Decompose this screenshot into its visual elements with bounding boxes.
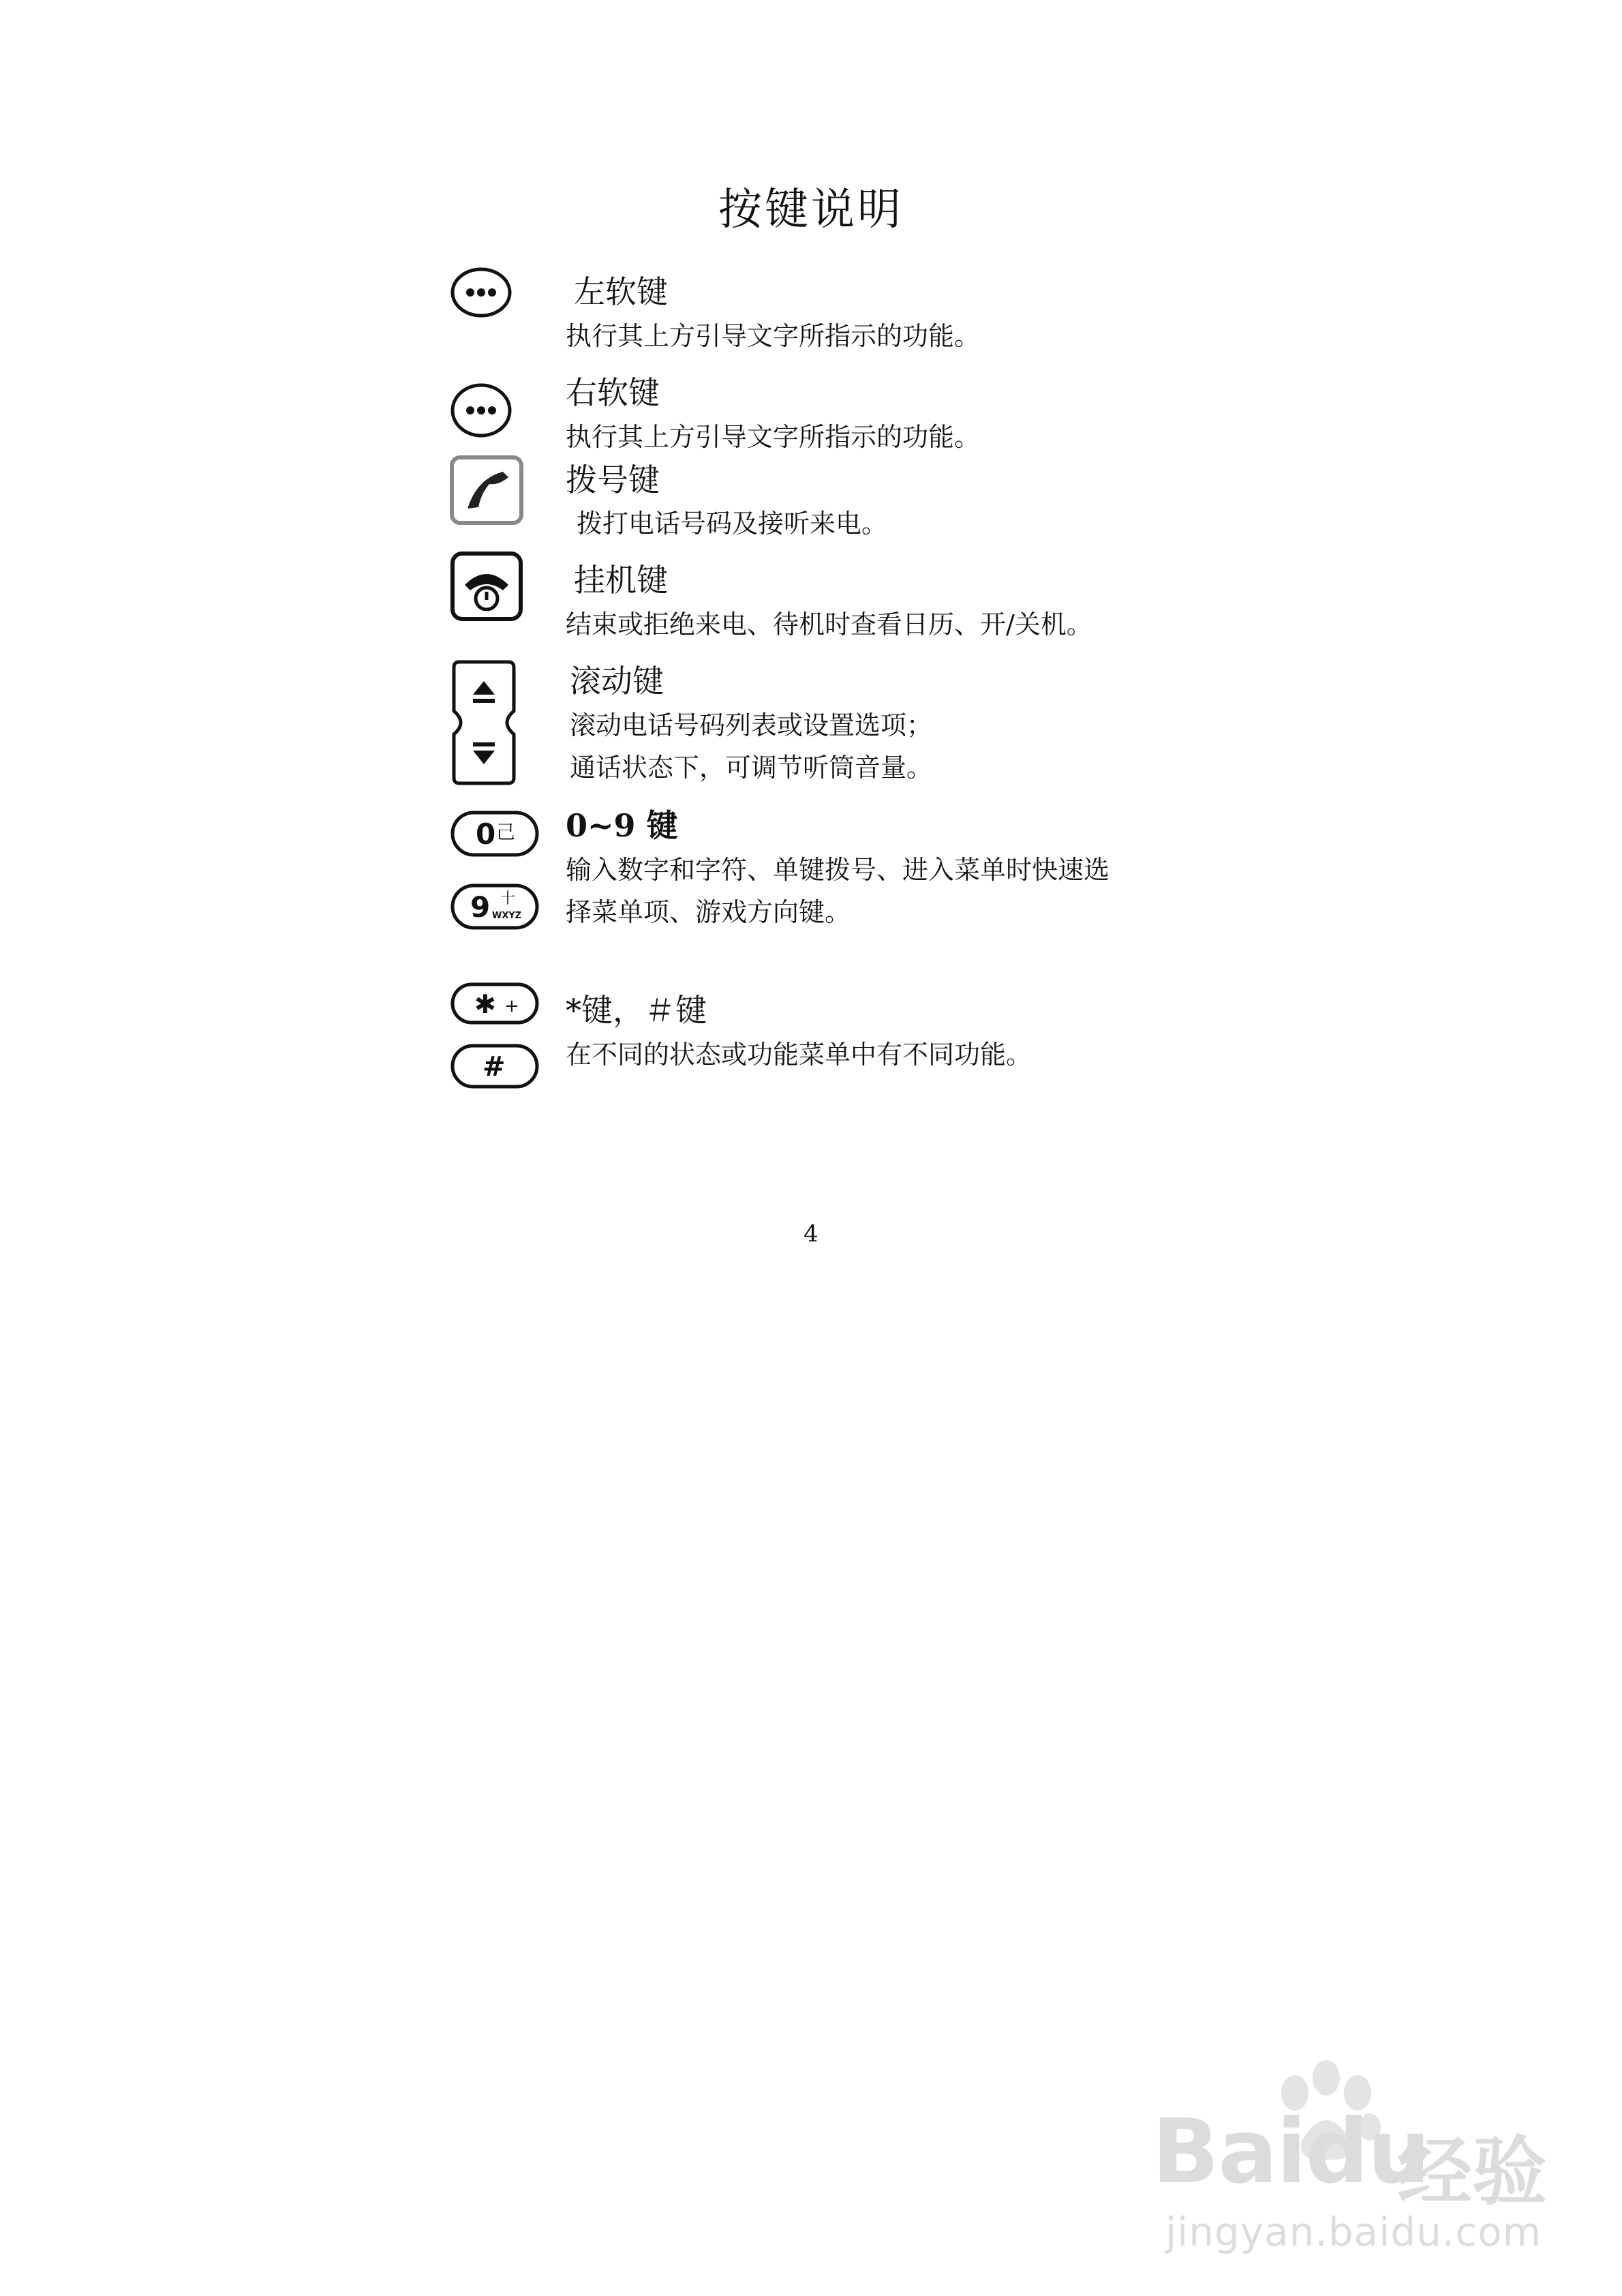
key-desc-right-soft: 执行其上方引导文字所指示的功能。 xyxy=(566,422,981,452)
zero-key-digit: 0 xyxy=(476,817,496,851)
key-desc-scroll-1: 滚动电话号码列表或设置选项； xyxy=(570,710,933,740)
scroll-key-icon xyxy=(450,658,518,787)
key-desc-digits-1: 输入数字和字符、单键拨号、进入菜单时快速选 xyxy=(566,855,1110,885)
key-name-dial: 拨号键 xyxy=(566,462,660,498)
page-title: 按键说明 xyxy=(718,185,904,235)
nine-key-sub-bottom: WXYZ xyxy=(492,911,522,921)
key-desc-digits-2: 择菜单项、游戏方向键。 xyxy=(566,897,851,927)
nine-key-sub-top: 十 xyxy=(500,890,516,907)
key-name-end: 挂机键 xyxy=(574,562,668,599)
nine-key-digit: 9 xyxy=(470,890,491,924)
dial-key-icon xyxy=(450,455,523,525)
hash-key-symbol: # xyxy=(483,1051,506,1083)
watermark-url: jingyan.baidu.com xyxy=(1165,2209,1542,2255)
key-desc-end: 结束或拒绝来电、待机时查看日历、开/关机。 xyxy=(566,609,1092,639)
key-desc-dial: 拨打电话号码及接听来电。 xyxy=(577,509,888,539)
key-name-right-soft: 右软键 xyxy=(566,374,660,411)
zero-key-sub: 己 xyxy=(496,821,516,843)
watermark-brand-cn: 经验 xyxy=(1397,2128,1547,2216)
page-number: 4 xyxy=(804,1220,818,1248)
key-desc-scroll-2: 通话状态下，可调节听筒音量。 xyxy=(570,753,933,783)
key-desc-star-hash: 在不同的状态或功能菜单中有不同功能。 xyxy=(566,1040,1032,1070)
star-key-icon xyxy=(450,982,540,1025)
key-name-digits: 0~9 键 xyxy=(566,807,678,844)
left-soft-key-icon xyxy=(450,266,512,319)
watermark-brand: Baidu xyxy=(1152,2100,1429,2203)
right-soft-key-icon xyxy=(450,382,512,439)
zero-key-icon xyxy=(450,810,540,858)
hash-key-icon xyxy=(450,1043,540,1089)
key-name-left-soft: 左软键 xyxy=(574,273,668,310)
key-name-scroll: 滚动键 xyxy=(570,663,664,699)
star-key-sub: + xyxy=(504,996,519,1016)
key-desc-left-soft: 执行其上方引导文字所指示的功能。 xyxy=(566,321,981,351)
key-name-star-hash: *键，＃键 xyxy=(566,992,707,1029)
star-key-symbol: ✱ xyxy=(474,989,496,1019)
end-key-icon xyxy=(450,551,523,622)
nine-key-icon xyxy=(450,883,540,931)
